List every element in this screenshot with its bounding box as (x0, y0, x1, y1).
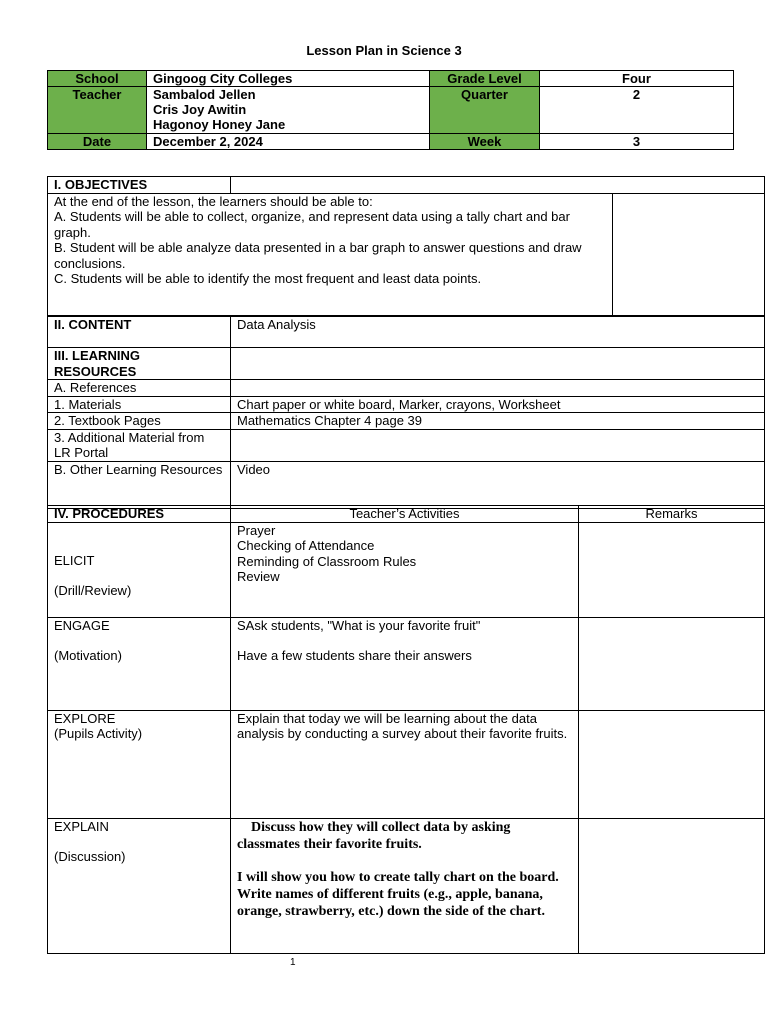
elicit-label: ELICIT (54, 552, 95, 568)
objectives-table (47, 176, 765, 317)
school-value: Gingoog City Colleges (147, 71, 430, 87)
elicit-cell (48, 522, 231, 617)
date-label: Date (48, 134, 147, 150)
elicit-item: Review (237, 569, 280, 584)
references-blank (231, 380, 765, 397)
materials-label: 1. Materials (48, 396, 231, 413)
explain-remarks (579, 818, 765, 953)
objective-a: A. Students will be able to collect, organize, and represent data using a tally chart and bar graph. (54, 209, 570, 240)
explore-activities: Explain that today we will be learning about the data analysis by conducting a survey about their favorite fruits. (231, 710, 579, 818)
explain-label: EXPLAIN (54, 818, 109, 834)
teacher-label: Teacher (48, 87, 147, 134)
content-heading: II. CONTENT (48, 316, 231, 348)
page-number: 1 (290, 957, 296, 968)
explain-activities (231, 818, 579, 953)
objective-c: C. Students will be able to identify the most frequent and least data points. (54, 271, 482, 286)
teacher-name: Hagonoy Honey Jane (153, 117, 286, 132)
elicit-activities (231, 522, 579, 617)
teacher-activities-header: Teacher’s Activities (231, 506, 579, 523)
week-value: 3 (540, 134, 734, 150)
objectives-heading-blank (231, 177, 765, 194)
resources-heading-blank (231, 348, 765, 380)
engage-remarks (579, 617, 765, 710)
grade-level-label: Grade Level (430, 71, 540, 87)
references-label: A. References (48, 380, 231, 397)
elicit-remarks (579, 522, 765, 617)
procedures-heading: IV. PROCEDURES (48, 506, 231, 523)
objective-b: B. Student will be able analyze data presented in a bar graph to answer questions and draw conclusions. (54, 240, 582, 271)
engage-line-2: Have a few students share their answers (237, 648, 472, 663)
header-table (47, 70, 734, 150)
page-title: Lesson Plan in Science 3 (306, 43, 462, 58)
explore-remarks (579, 710, 765, 818)
engage-cell (48, 617, 231, 710)
explain-cell (48, 818, 231, 953)
week-label: Week (430, 134, 540, 150)
engage-label: ENGAGE (54, 617, 110, 633)
textbook-label: 2. Textbook Pages (48, 413, 231, 430)
engage-sub: (Motivation) (54, 648, 122, 663)
remarks-header: Remarks (579, 506, 765, 523)
teacher-name: Cris Joy Awitin (153, 102, 247, 117)
objectives-side-blank (613, 193, 765, 316)
explore-sub: (Pupils Activity) (54, 726, 143, 741)
objectives-heading: I. OBJECTIVES (48, 177, 231, 194)
quarter-value: 2 (540, 87, 734, 134)
engage-activities (231, 617, 579, 710)
teacher-name: Sambalod Jellen (153, 87, 256, 102)
resources-heading: III. LEARNING RESOURCES (48, 348, 231, 380)
engage-line-1: SAsk students, "What is your favorite fruit" (237, 617, 481, 633)
objectives-intro: At the end of the lesson, the learners should be able to: (54, 193, 373, 209)
quarter-label: Quarter (430, 87, 540, 134)
school-label: School (48, 71, 147, 87)
explain-sub: (Discussion) (54, 849, 126, 864)
elicit-item: Reminding of Classroom Rules (237, 553, 417, 569)
content-value: Data Analysis (231, 316, 765, 348)
materials-value: Chart paper or white board, Marker, crayons, Worksheet (231, 396, 765, 413)
explain-paragraph-1: Discuss how they will collect data by asking classmates their favorite fruits. (237, 819, 511, 852)
explain-paragraph-2: I will show you how to create tally chart on the board. Write names of different fruits (e.g., apple, banana, orange, strawberry, etc.) down the side of the chart. (237, 869, 559, 919)
content-resources-table (47, 315, 765, 509)
explore-cell (48, 710, 231, 818)
date-value: December 2, 2024 (147, 134, 430, 150)
elicit-item: Prayer (237, 522, 276, 538)
textbook-value: Mathematics Chapter 4 page 39 (231, 413, 765, 430)
teacher-names (147, 87, 430, 134)
objectives-body (48, 193, 613, 316)
elicit-item: Checking of Attendance (237, 538, 375, 553)
additional-material-label: 3. Additional Material from LR Portal (48, 429, 231, 461)
elicit-sub: (Drill/Review) (54, 583, 132, 598)
additional-material-blank (231, 429, 765, 461)
other-resources-value: Video (231, 461, 765, 508)
explore-label: EXPLORE (54, 710, 116, 726)
procedures-table (47, 505, 765, 954)
grade-level-value: Four (540, 71, 734, 87)
other-resources-label: B. Other Learning Resources (48, 461, 231, 508)
